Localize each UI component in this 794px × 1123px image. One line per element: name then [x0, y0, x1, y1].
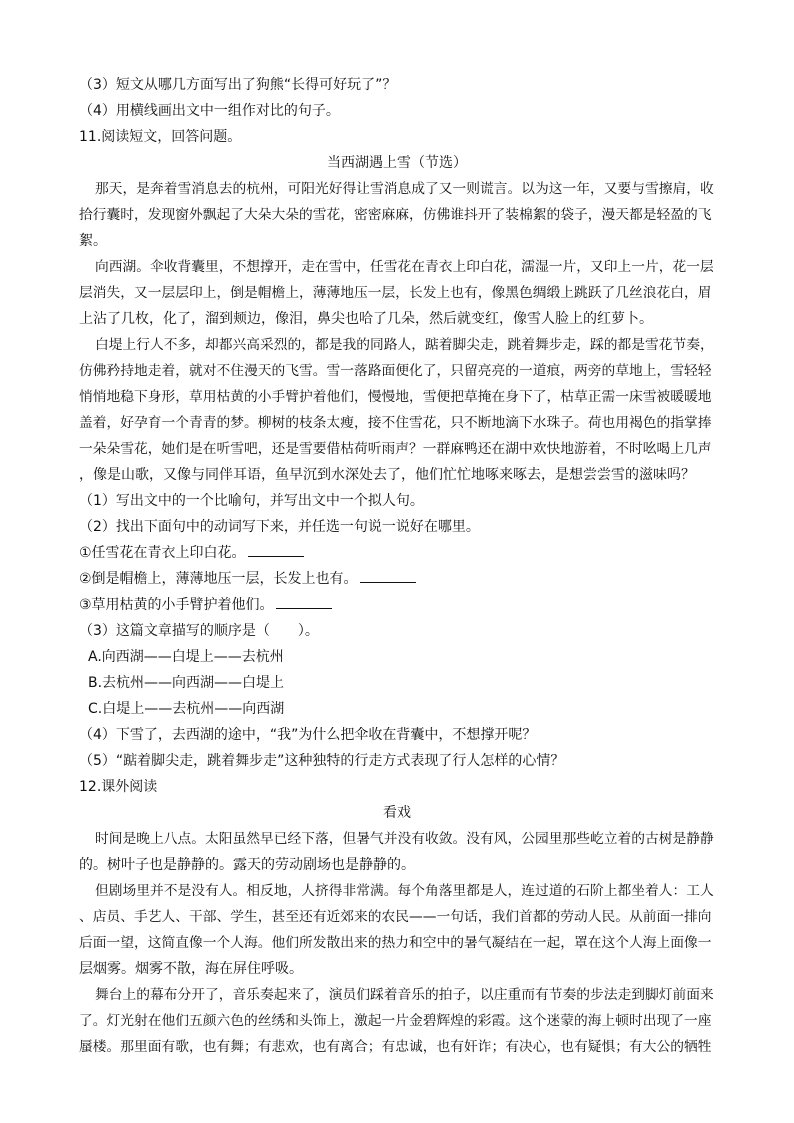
passage-title: 当西湖遇上雪（节选）	[327, 155, 467, 171]
passage-line: 盖着，好孕育一个青青的梦。柳树的枝条太瘦，接不住雪花，只不断地滴下水珠子。荷也用褐色的指掌捧	[79, 415, 712, 431]
passage-line: 上沾了几枚，化了，溜到颊边，像泪，鼻尖也哈了几朵，然后就变红，像雪人脸上的红萝卜。	[79, 311, 653, 327]
passage-line: 拾行囊时，发现窗外飘起了大朵大朵的雪花，密密麻麻，仿佛谁抖开了装棉絮的袋子，漫天都是轻盈的飞	[79, 207, 712, 223]
sub-item	[79, 595, 332, 615]
question-item: （2）找出下面句中的动词写下来，并任选一句说一说好在哪里。	[79, 519, 480, 535]
question-item: （5）“踮着脚尖走，跳着舞步走”这种独特的行走方式表现了行人怎样的心情？	[79, 753, 565, 769]
passage-line: 蜃楼。那里面有歌，也有舞；有悲欢，也有离合；有忠诚，也有奸诈；有决心，也有疑惧；有大公的牺牲	[79, 1039, 712, 1055]
option-b: B.去杭州——向西湖——白堤上	[88, 675, 285, 691]
passage-line: 一朵朵雪花，她们是在听雪吧，还是雪要借枯荷听雨声？一群麻鸭还在湖中欢快地游着，不时吆喝上几声	[79, 441, 712, 457]
option-c: C.白堤上——去杭州——向西湖	[88, 701, 285, 717]
question-item: （4）用横线画出文中一组作对比的句子。	[79, 103, 340, 119]
passage-line: 层消失，又一层层印上，倒是帽檐上，薄薄地压一层，长发上也有，像黑色绸缎上跳跃了几丝浪花白，眉	[79, 285, 712, 301]
passage-line: 时间是晚上八点。太阳虽然早已经下落，但暑气并没有收敛。没有风，公园里那些屹立着的古树是静静	[95, 831, 714, 847]
sub-item	[79, 569, 416, 589]
section-header: 11.阅读短文，回答问题。	[79, 129, 242, 145]
passage-line: 的。树叶子也是静静的。露天的劳动剧场也是静静的。	[79, 857, 415, 873]
passage-line: 舞台上的幕布分开了，音乐奏起来了，演员们踩着音乐的拍子，以庄重而有节奏的步法走到脚灯前面来	[95, 987, 714, 1003]
option-a: A.向西湖——白堤上——去杭州	[88, 649, 284, 665]
passage-line: 向西湖。伞收背囊里，不想撑开，走在雪中，任雪花在青衣上印白花，濡湿一片，又印上一片，花一层	[95, 259, 714, 275]
answer-blank[interactable]	[276, 595, 332, 609]
passage-line: 、店员、手艺人、干部、学生，甚至还有近郊来的农民——一句话，我们首都的劳动人民。从前面一排向	[79, 909, 712, 925]
sub-item-text: ③草用枯黄的小手臂护着他们。	[79, 597, 274, 613]
question-item: （4）下雪了，去西湖的途中，“我”为什么把伞收在背囊中，不想撑开呢？	[79, 727, 537, 743]
sub-item-text: ②倒是帽檐上，薄薄地压一层，长发上也有。	[79, 571, 358, 587]
passage-line: 但剧场里并不是没有人。相反地，人挤得非常满。每个角落里都是人，连过道的石阶上都坐着人：工人	[95, 883, 714, 899]
question-item: （1）写出文中的一个比喻句，并写出文中一个拟人句。	[79, 493, 424, 509]
passage-line: ，像是山歌，又像与同伴耳语，鱼早沉到水深处去了，他们忙忙地啄来啄去，是想尝尝雪的滋味吗？	[79, 467, 695, 483]
passage-line: 了。灯光射在他们五颜六色的丝绣和头饰上，激起一片金碧辉煌的彩霞。这个迷蒙的海上顿时出现了一座	[79, 1013, 712, 1029]
answer-blank[interactable]	[360, 569, 416, 583]
question-item: （3）这篇文章描写的顺序是（ ）。	[79, 623, 319, 639]
passage-line: 层烟雾。烟雾不散，海在屏住呼吸。	[79, 961, 303, 977]
section-header: 12.课外阅读	[79, 779, 158, 795]
passage-line: 絮。	[79, 233, 107, 249]
passage-line: 后面一望，这简直像一个人海。他们所发散出来的热力和空中的暑气凝结在一起，罩在这个人海上面像一	[79, 935, 712, 951]
sub-item-text: ①任雪花在青衣上印白花。	[79, 545, 246, 561]
passage-line: 白堤上行人不多，却都兴高采烈的，都是我的同路人，踮着脚尖走，跳着舞步走，踩的都是雪花节奏，	[95, 337, 714, 353]
passage-line: 悄悄地稳下身形，草用枯黄的小手臂护着他们，慢慢地，雪便把草掩在身下了，枯草正需一床雪被暖暖地	[79, 389, 712, 405]
sub-item	[79, 543, 304, 563]
answer-blank[interactable]	[248, 543, 304, 557]
passage-line: 那天，是奔着雪消息去的杭州，可阳光好得让雪消息成了又一则谎言。以为这一年，又要与雪擦肩，收	[95, 181, 714, 197]
question-item: （3）短文从哪几方面写出了狗熊“长得可好玩了”？	[79, 77, 397, 93]
passage-title: 看戏	[383, 805, 411, 821]
passage-line: 仿佛矜持地走着，就对不住漫天的飞雪。雪一落路面便化了，只留亮亮的一道痕，两旁的草地上，雪轻轻	[79, 363, 712, 379]
